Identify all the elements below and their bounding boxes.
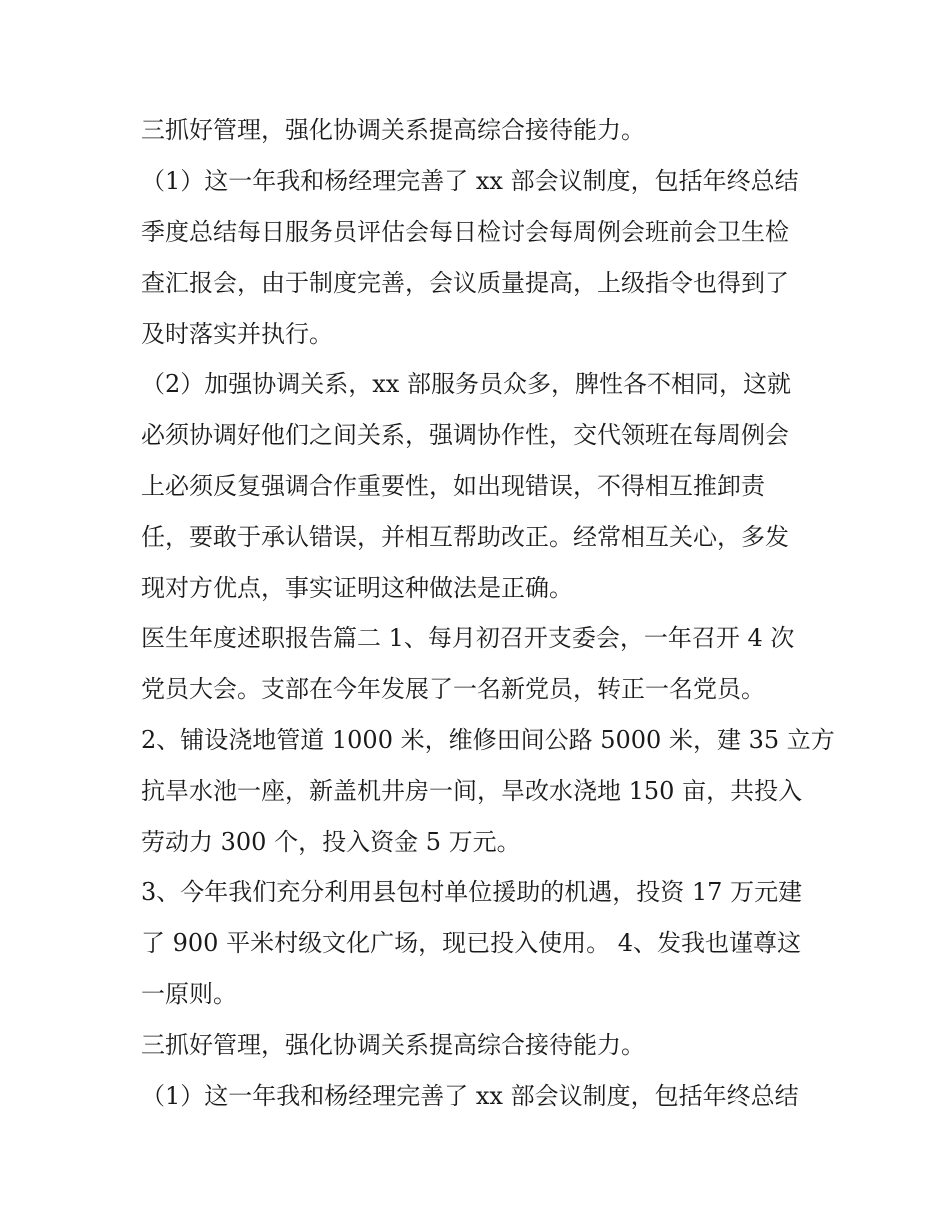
- text-line: 现对方优点，事实证明这种做法是正确。: [141, 574, 573, 602]
- text-line: （2）加强协调关系，xx 部服务员众多，脾性各不相同，这就: [141, 370, 791, 398]
- text-line: 三抓好管理，强化协调关系提高综合接待能力。: [141, 1031, 645, 1059]
- text-line: 季度总结每日服务员评估会每日检讨会每周例会班前会卫生检: [141, 218, 789, 246]
- text-line: 必须协调好他们之间关系，强调协作性，交代领班在每周例会: [141, 421, 789, 449]
- text-line: 任，要敢于承认错误，并相互帮助改正。经常相互关心，多发: [141, 523, 789, 551]
- text-line: 查汇报会，由于制度完善，会议质量提高，上级指令也得到了: [141, 269, 789, 297]
- text-line: 抗旱水池一座，新盖机井房一间，旱改水浇地 150 亩，共投入: [141, 777, 803, 805]
- text-line: 及时落实并执行。: [141, 320, 333, 348]
- text-line: （1）这一年我和杨经理完善了 xx 部会议制度，包括年终总结: [141, 167, 799, 195]
- text-line: （1）这一年我和杨经理完善了 xx 部会议制度，包括年终总结: [141, 1082, 799, 1110]
- text-line: 3、今年我们充分利用县包村单位援助的机遇，投资 17 万元建: [141, 878, 803, 906]
- text-line: 三抓好管理，强化协调关系提高综合接待能力。: [141, 116, 645, 144]
- text-line: 了 900 平米村级文化广场，现已投入使用。 4、发我也谨尊这: [141, 929, 801, 957]
- text-line: 医生年度述职报告篇二 1、每月初召开支委会，一年召开 4 次: [141, 624, 795, 652]
- text-line: 一原则。: [141, 980, 237, 1008]
- text-line: 2、铺设浇地管道 1000 米，维修田间公路 5000 米，建 35 立方: [141, 726, 835, 754]
- text-line: 上必须反复强调合作重要性，如出现错误，不得相互推卸责: [141, 472, 765, 500]
- text-line: 劳动力 300 个，投入资金 5 万元。: [141, 828, 521, 856]
- text-line: 党员大会。支部在今年发展了一名新党员，转正一名党员。: [141, 675, 765, 703]
